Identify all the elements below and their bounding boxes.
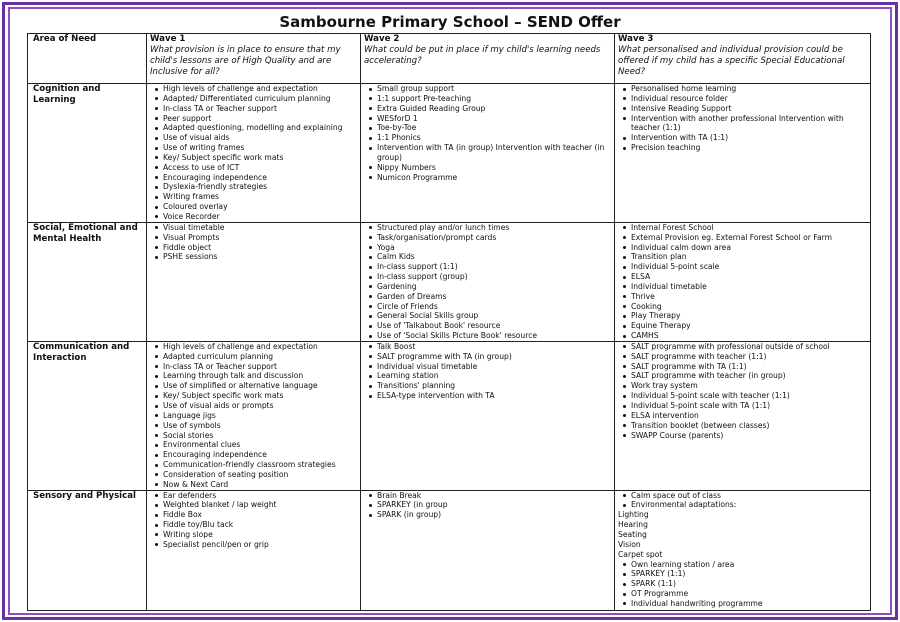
page-title: Sambourne Primary School – SEND Offer (279, 13, 621, 31)
provision-item: Seating (618, 529, 647, 539)
header-row (28, 34, 871, 84)
provision-item: Use of writing frames (163, 143, 357, 153)
provision-list (150, 342, 357, 490)
send-offer-table (27, 33, 871, 611)
provision-item: Garden of Dreams (377, 292, 611, 302)
provision-item: Use of simplified or alternative language (163, 381, 357, 391)
provision-item: Environmental clues (163, 440, 357, 450)
provision-item: Cooking (631, 302, 867, 312)
provision-item: Use of 'Social Skills Picture Book' resource (377, 331, 611, 341)
provision-item: Equine Therapy (631, 321, 867, 331)
provision-item: SALT programme with teacher (1:1) (631, 352, 867, 362)
provision-item: Talk Boost (377, 342, 611, 352)
provision-item: Use of symbols (163, 421, 357, 431)
provision-item: Transition plan (631, 252, 867, 262)
provision-item: General Social Skills group (377, 311, 611, 321)
provision-item: SPARK (in group) (377, 510, 611, 520)
provision-item: High levels of challenge and expectation (163, 342, 357, 352)
provision-item: Individual handwriting programme (631, 599, 867, 609)
area-cell: Social, Emotional and Mental Health (28, 222, 147, 341)
provision-item: Fiddle object (163, 243, 357, 253)
provision-item: Brain Break (377, 491, 611, 501)
provision-item: In-class support (group) (377, 272, 611, 282)
provision-item: Intervention with TA (1:1) (631, 133, 867, 143)
header-area-cell: Area of Need (28, 34, 147, 84)
wave3-cell (615, 222, 871, 341)
provision-item: Specialist pencil/pen or grip (163, 540, 357, 550)
provision-item: Adapted questioning, modelling and explaining (163, 123, 357, 133)
provision-item: Own learning station / area (631, 560, 867, 570)
provision-item: 1:1 support Pre-teaching (377, 94, 611, 104)
provision-item: Intensive Reading Support (631, 104, 867, 114)
provision-item: Personalised home learning (631, 84, 867, 94)
provision-item: Gardening (377, 282, 611, 292)
provision-item: Adapted/ Differentiated curriculum planning (163, 94, 357, 104)
provision-item: Fiddle toy/Blu tack (163, 520, 357, 530)
provision-item: Circle of Friends (377, 302, 611, 312)
provision-item: SPARK (1:1) (631, 579, 867, 589)
provision-item: SALT programme with TA (1:1) (631, 362, 867, 372)
row-sensory-physical (28, 490, 871, 610)
provision-item: Now & Next Card (163, 480, 357, 490)
provision-item: Small group support (377, 84, 611, 94)
provision-item: SALT programme with TA (in group) (377, 352, 611, 362)
provision-item: Individual timetable (631, 282, 867, 292)
provision-item: Yoga (377, 243, 611, 253)
provision-item: Use of visual aids or prompts (163, 401, 357, 411)
provision-item: WESforD 1 (377, 114, 611, 124)
provision-item: Visual timetable (163, 223, 357, 233)
wave2-cell (361, 222, 615, 341)
wave2-question: What could be put in place if my child's learning needs accelerating? (364, 45, 601, 66)
provision-item: Individual visual timetable (377, 362, 611, 372)
provision-list (150, 84, 357, 222)
provision-item: Adapted curriculum planning (163, 352, 357, 362)
provision-item: Learning through talk and discussion (163, 371, 357, 381)
provision-item: Writing slope (163, 530, 357, 540)
provision-item: Access to use of ICT (163, 163, 357, 173)
provision-item: Individual 5-point scale with teacher (1:1) (631, 391, 867, 401)
provision-item: Peer support (163, 114, 357, 124)
provision-item: Social stories (163, 431, 357, 441)
provision-item: Structured play and/or lunch times (377, 223, 611, 233)
provision-item: Learning station (377, 371, 611, 381)
wave3-cell (615, 341, 871, 490)
provision-item: Intervention with another professional Intervention with teacher (1:1) (631, 114, 867, 134)
provision-item: Individual 5-point scale (631, 262, 867, 272)
provision-item: High levels of challenge and expectation (163, 84, 357, 94)
provision-list (618, 491, 867, 609)
provision-item: Encouraging independence (163, 173, 357, 183)
wave1-label: Wave 1 (150, 34, 186, 44)
wave3-question: What personalised and individual provision could be offered if my child has a specific Special Educational Need? (618, 45, 845, 77)
provision-item: Thrive (631, 292, 867, 302)
provision-item: Vision (618, 539, 641, 549)
provision-item: Carpet spot (618, 549, 663, 559)
provision-item: SALT programme with teacher (in group) (631, 371, 867, 381)
provision-item: Nippy Numbers (377, 163, 611, 173)
provision-item: Individual resource folder (631, 94, 867, 104)
provision-item: Individual calm down area (631, 243, 867, 253)
wave1-cell (147, 341, 361, 490)
wave2-label: Wave 2 (364, 34, 400, 44)
provision-item: Key/ Subject specific work mats (163, 391, 357, 401)
wave3-cell (615, 84, 871, 223)
wave2-cell (361, 490, 615, 610)
wave1-question: What provision is in place to ensure that my child's lessons are of High Quality and are Inclusive for all? (150, 45, 341, 77)
provision-item: Communication-friendly classroom strategies (163, 460, 357, 470)
provision-item: Environmental adaptations: (631, 500, 867, 510)
provision-item: ELSA-type intervention with TA (377, 391, 611, 401)
header-wave1-cell (147, 34, 361, 84)
provision-item: ELSA intervention (631, 411, 867, 421)
provision-list (364, 491, 611, 521)
provision-item: Visual Prompts (163, 233, 357, 243)
area-cell: Sensory and Physical (28, 490, 147, 610)
provision-item: Weighted blanket / lap weight (163, 500, 357, 510)
provision-item: In-class support (1:1) (377, 262, 611, 272)
provision-item: In-class TA or Teacher support (163, 104, 357, 114)
provision-item: CAMHS (631, 331, 867, 341)
provision-item: External Provision eg. External Forest School or Farm (631, 233, 867, 243)
provision-item: PSHE sessions (163, 252, 357, 262)
provision-item: Work tray system (631, 381, 867, 391)
provision-item: Ear defenders (163, 491, 357, 501)
area-cell: Communication and Interaction (28, 341, 147, 490)
provision-item: OT Programme (631, 589, 867, 599)
row-social-emotional (28, 222, 871, 341)
provision-item: 1:1 Phonics (377, 133, 611, 143)
provision-item: SALT programme with professional outside of school (631, 342, 867, 352)
wave2-cell (361, 341, 615, 490)
provision-item: Intervention with TA (in group) Intervention with teacher (in group) (377, 143, 611, 163)
provision-item: Voice Recorder (163, 212, 357, 222)
provision-item: Consideration of seating position (163, 470, 357, 480)
provision-item: Lighting (618, 510, 649, 520)
provision-item: Toe-by-Toe (377, 123, 611, 133)
provision-item: ELSA (631, 272, 867, 282)
provision-list (618, 84, 867, 153)
provision-item: Play Therapy (631, 311, 867, 321)
provision-list (364, 342, 611, 401)
provision-item: Writing frames (163, 192, 357, 202)
wave1-cell (147, 84, 361, 223)
provision-item: SPARKEY (1:1) (631, 569, 867, 579)
wave2-cell (361, 84, 615, 223)
wave3-cell (615, 490, 871, 610)
provision-item: Hearing (618, 520, 648, 530)
provision-item: SPARKEY (in group (377, 500, 611, 510)
area-cell: Cognition and Learning (28, 84, 147, 223)
provision-item: Transitions' planning (377, 381, 611, 391)
provision-list (150, 223, 357, 262)
provision-item: Key/ Subject specific work mats (163, 153, 357, 163)
provision-item: In-class TA or Teacher support (163, 362, 357, 372)
header-wave2-cell (361, 34, 615, 84)
provision-item: Numicon Programme (377, 173, 611, 183)
provision-list (150, 491, 357, 550)
provision-item: Internal Forest School (631, 223, 867, 233)
provision-list (364, 84, 611, 182)
provision-item: Fiddle Box (163, 510, 357, 520)
row-communication-interaction (28, 341, 871, 490)
provision-item: Use of visual aids (163, 133, 357, 143)
provision-item: Calm space out of class (631, 491, 867, 501)
provision-item: SWAPP Course (parents) (631, 431, 867, 441)
row-cognition-learning (28, 84, 871, 223)
provision-item: Transition booklet (between classes) (631, 421, 867, 431)
provision-item: Individual 5-point scale with TA (1:1) (631, 401, 867, 411)
provision-item: Coloured overlay (163, 202, 357, 212)
header-wave3-cell (615, 34, 871, 84)
provision-item: Use of 'Talkabout Book' resource (377, 321, 611, 331)
provision-list (364, 223, 611, 341)
wave3-label: Wave 3 (618, 34, 654, 44)
wave1-cell (147, 222, 361, 341)
provision-item: Calm Kids (377, 252, 611, 262)
provision-item: Encouraging independence (163, 450, 357, 460)
provision-item: Task/organisation/prompt cards (377, 233, 611, 243)
provision-item: Precision teaching (631, 143, 867, 153)
provision-list (618, 342, 867, 440)
provision-item: Dyslexia-friendly strategies (163, 182, 357, 192)
provision-list (618, 223, 867, 341)
wave1-cell (147, 490, 361, 610)
provision-item: Language jigs (163, 411, 357, 421)
provision-item: Extra Guided Reading Group (377, 104, 611, 114)
